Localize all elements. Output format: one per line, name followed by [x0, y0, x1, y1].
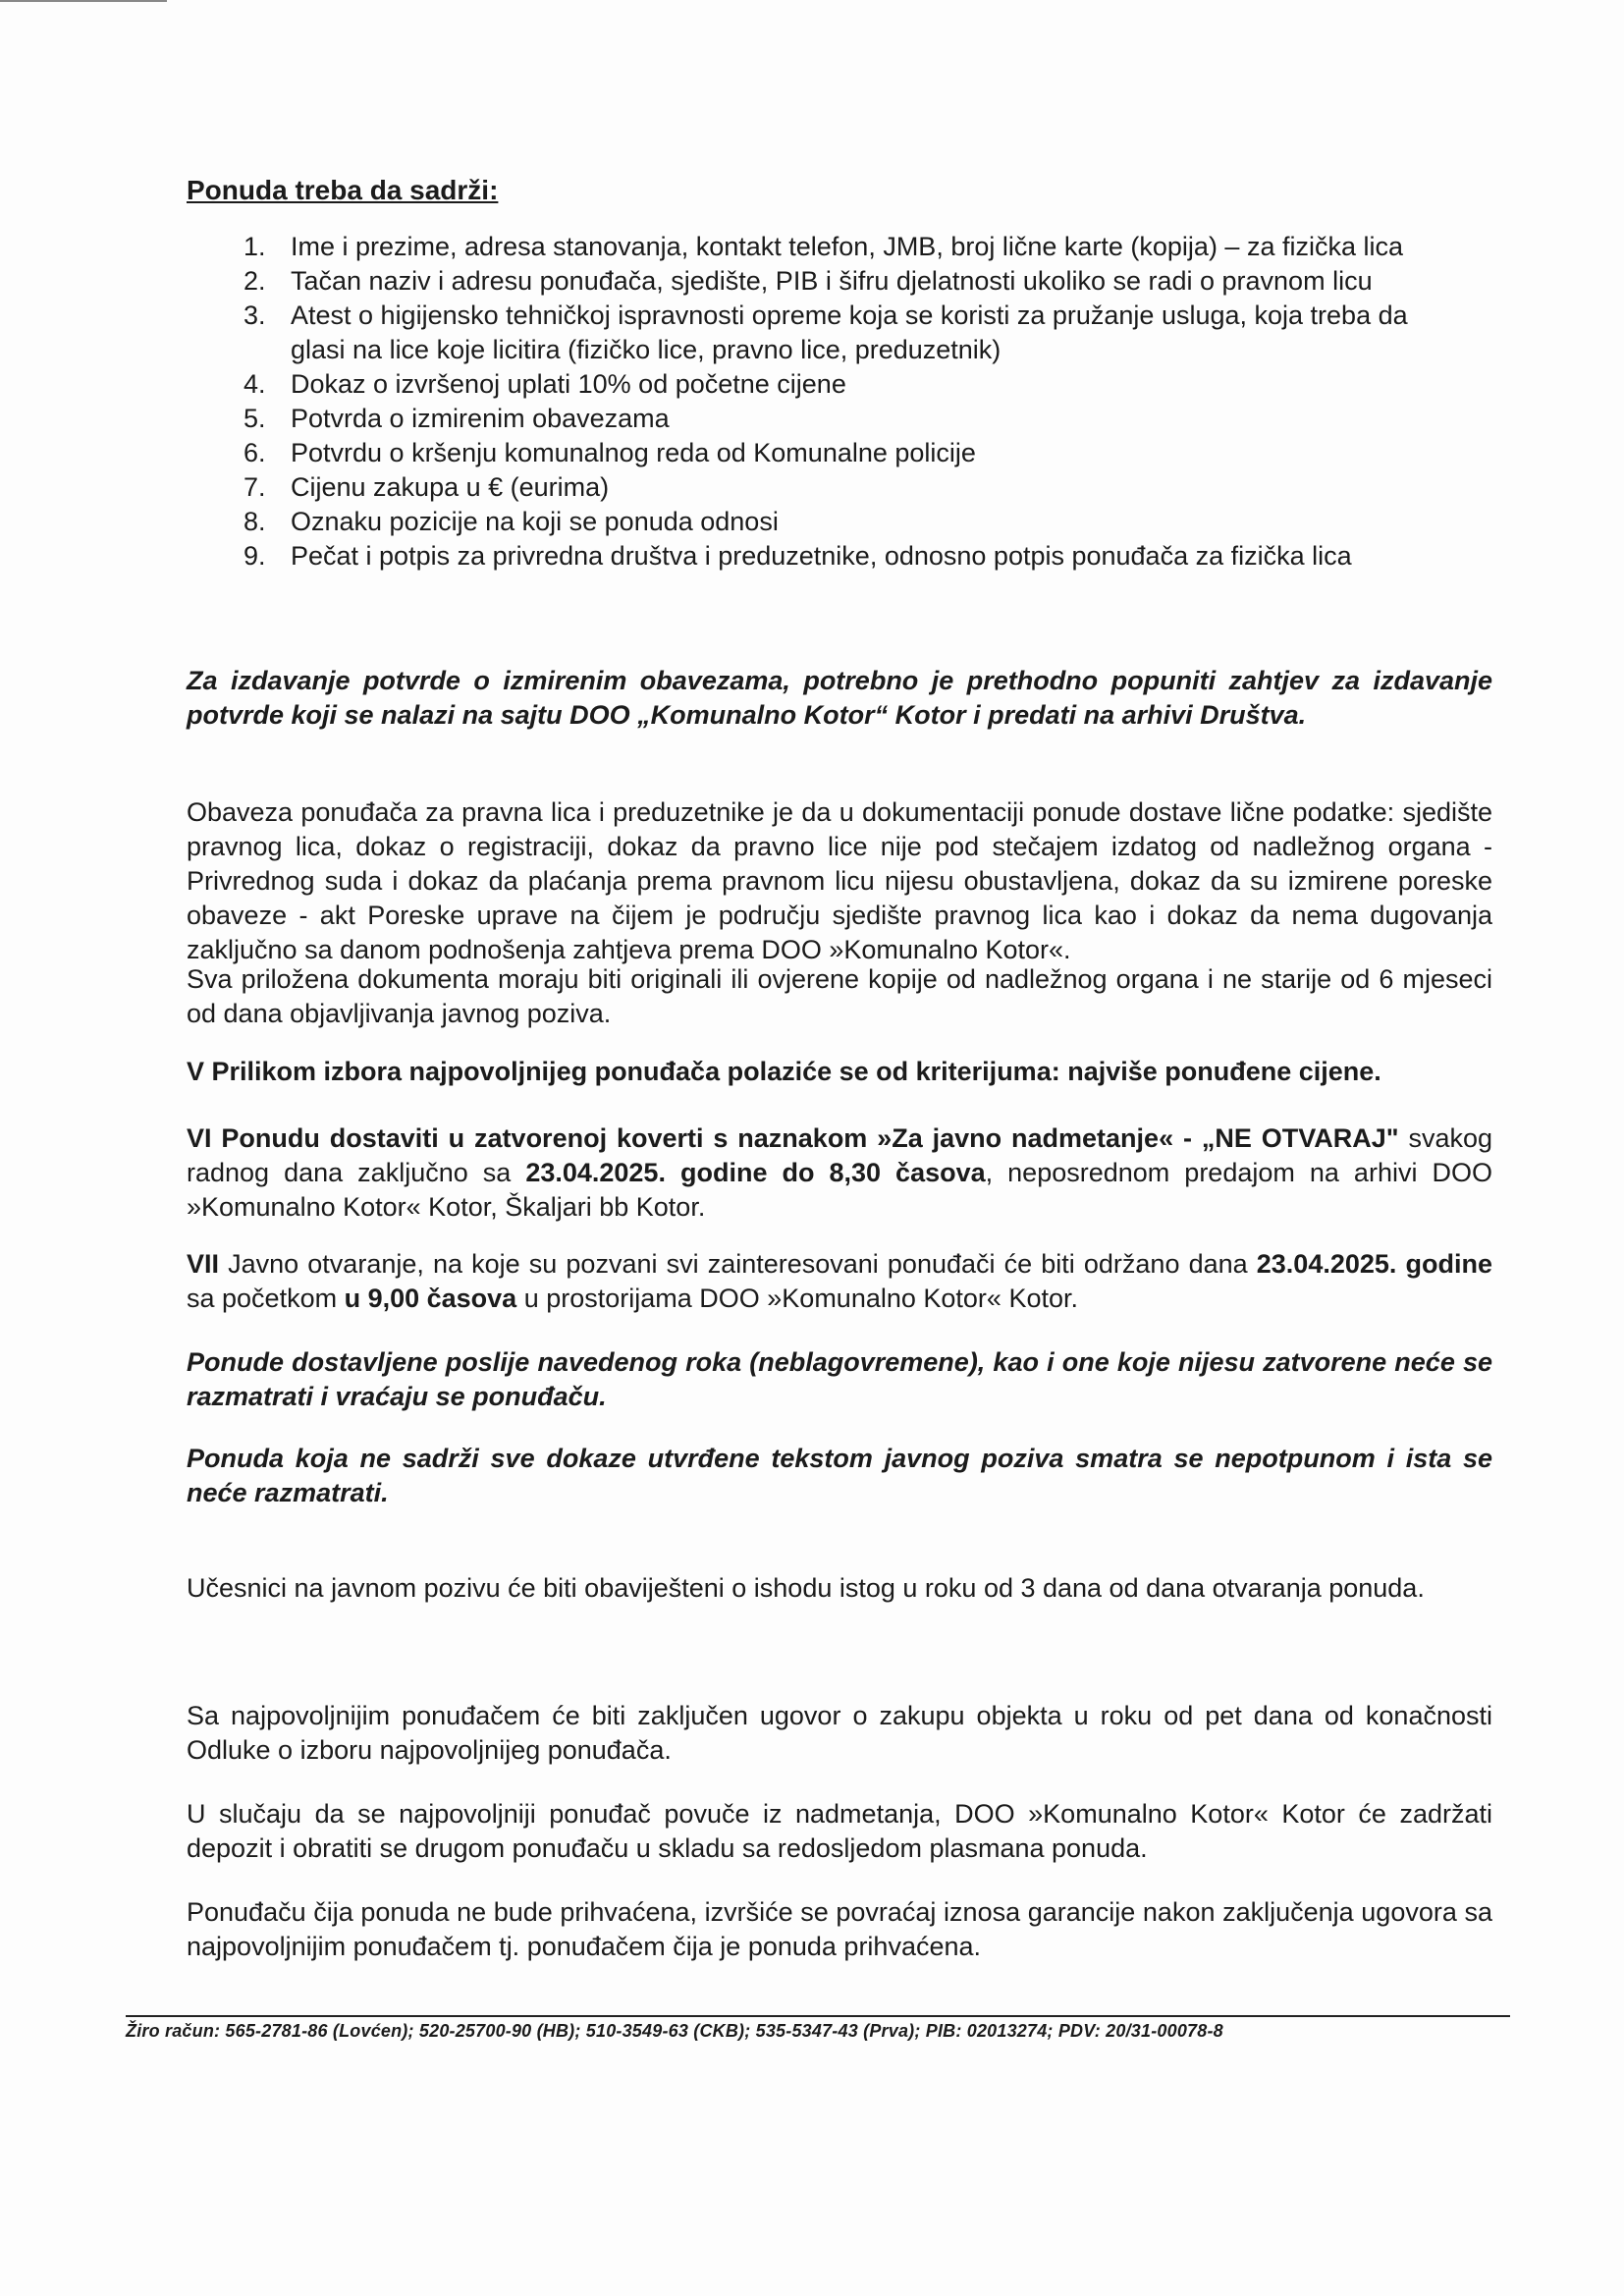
list-item — [187, 299, 1463, 367]
list-item-number: 5. — [244, 404, 266, 433]
list-item-number: 7. — [244, 472, 266, 502]
section-vii-date: 23.04.2025. godine — [1256, 1249, 1493, 1279]
list-item-number: 9. — [244, 541, 266, 571]
list-item-text: Tačan naziv i adresu ponuđača, sjedište, PIB i šifru djelatnosti ukoliko se radi o pravnom licu — [291, 266, 1373, 296]
list-item-text: Cijenu zakupa u € (eurima) — [291, 472, 610, 502]
footer-divider — [126, 2015, 1510, 2017]
requirements-heading: Ponuda treba da sadrži: — [187, 175, 499, 205]
list-item-number: 3. — [244, 301, 266, 330]
povracaj-paragraph: Ponuđaču čija ponuda ne bude prihvaćena, izvršiće se povraćaj iznosa garancije nakon zaključenja ugovora sa najpovoljnijim ponuđačem tj. ponuđačem čija je ponuda prihvaćena. — [187, 1897, 1492, 1961]
obaveza-paragraph: Obaveza ponuđača za pravna lica i preduzetnike je da u dokumentaciji ponude dostave lične podatke: sjedište pravnog lica, dokaz o registraciji, dokaz da pravno lice nije pod stečajem izdatog od nadležnog organa - Privrednog suda i dokaz da plaćanja prema pravnom licu nijesu obustavljena, dokaz da su izmirene poreske obaveze - akt Poreske uprave na čijem je području sjedište pravnog lica kao i dokaz da nema dugovanja zaključno sa danom podnošenja zahtjeva prema DOO »Komunalno Kotor«. — [187, 797, 1492, 964]
list-item-number: 8. — [244, 507, 266, 536]
dokumenta-paragraph: Sva priložena dokumenta moraju biti originali ili ovjerene kopije od nadležnog organa i ne starije od 6 mjeseci od dana objavljivanja javnog poziva. — [187, 964, 1492, 1028]
section-vii-text-2: sa početkom — [187, 1284, 345, 1313]
requirements-list — [187, 230, 1463, 574]
section-vi-text: svakog radnog dana zaključno sa — [187, 1123, 1492, 1187]
list-item — [187, 470, 1463, 505]
scan-edge-line — [0, 0, 167, 16]
section-vi-deadline: 23.04.2025. godine do 8,30 časova — [525, 1158, 986, 1187]
list-item-number: 4. — [244, 369, 266, 399]
list-item — [187, 367, 1463, 402]
ucesnici-paragraph: Učesnici na javnom pozivu će biti obaviješteni o ishodu istog u roku od 3 dana od dana otvaranja ponuda. — [187, 1573, 1425, 1603]
list-item-text: Potvrda o izmirenim obavezama — [291, 404, 670, 433]
list-item-number: 2. — [244, 266, 266, 296]
footer-bank-details: Žiro račun: 565-2781-86 (Lovćen); 520-25700-90 (HB); 510-3549-63 (CKB); 535-5347-43 (Prva); PIB: 02013274; PDV: 20/31-00078-8 — [126, 2021, 1223, 2041]
list-item-text: Oznaku pozicije na koji se ponuda odnosi — [291, 507, 779, 536]
list-item-number: 6. — [244, 438, 266, 467]
list-item-text: Dokaz o izvršenoj uplati 10% od početne cijene — [291, 369, 846, 399]
section-vi-intro: VI Ponudu dostaviti u zatvorenoj koverti s naznakom »Za javno nadmetanje« - „NE OTVARAJ" — [187, 1123, 1399, 1153]
section-v: V Prilikom izbora najpovoljnijeg ponuđača polaziće se od kriterijuma: najviše ponuđene cijene. — [187, 1057, 1381, 1086]
ugovor-paragraph: Sa najpovoljnijim ponuđačem će biti zaključen ugovor o zakupu objekta u roku od pet dana od konačnosti Odluke o izboru najpovoljnijeg ponuđača. — [187, 1701, 1492, 1765]
list-item — [187, 230, 1463, 264]
potvrda-note: Za izdavanje potvrde o izmirenim obavezama, potrebno je prethodno popuniti zahtjev za izdavanje potvrde koji se nalazi na sajtu DOO „Komunalno Kotor“ Kotor i predati na arhivi Društva. — [187, 666, 1492, 730]
section-vii-label: VII — [187, 1249, 220, 1279]
late-offers-note: Ponude dostavljene poslije navedenog roka (neblagovremene), kao i one koje nijesu zatvorene neće se razmatrati i vraćaju se ponuđaču. — [187, 1347, 1492, 1411]
section-vi-text-2: , neposrednom predajom na arhivi DOO »Komunalno Kotor« Kotor, Škaljari bb Kotor. — [187, 1158, 1492, 1222]
list-item — [187, 539, 1463, 574]
list-item-text: Ime i prezime, adresa stanovanja, kontakt telefon, JMB, broj lične karte (kopija) – za fizička lica — [291, 232, 1403, 261]
section-vi — [187, 1121, 1492, 1225]
list-item-text: Atest o higijensko tehničkoj ispravnosti opreme koja se koristi za pružanje usluga, koja treba da glasi na lice koje licitira (fizičko lice, pravno lice, preduzetnik) — [291, 301, 1408, 364]
section-vii-time: u 9,00 časova — [344, 1284, 517, 1313]
section-vii-text-3: u prostorijama DOO »Komunalno Kotor« Kotor. — [516, 1284, 1078, 1313]
section-vii-text: Javno otvaranje, na koje su pozvani svi zainteresovani ponuđači će biti održano dana — [219, 1249, 1257, 1279]
section-vii — [187, 1247, 1492, 1316]
list-item-text: Pečat i potpis za privredna društva i preduzetnike, odnosno potpis ponuđača za fizička lica — [291, 541, 1352, 571]
incomplete-offers-note: Ponuda koja ne sadrži sve dokaze utvrđene tekstom javnog poziva smatra se nepotpunom i ista se neće razmatrati. — [187, 1444, 1492, 1507]
list-item-text: Potvrdu o kršenju komunalnog reda od Komunalne policije — [291, 438, 976, 467]
list-item — [187, 436, 1463, 470]
list-item — [187, 264, 1463, 299]
list-item — [187, 505, 1463, 539]
povuce-paragraph: U slučaju da se najpovoljniji ponuđač povuče iz nadmetanja, DOO »Komunalno Kotor« Kotor će zadržati depozit i obratiti se drugom ponuđaču u skladu sa redosljedom plasmana ponuda. — [187, 1799, 1492, 1863]
list-item — [187, 402, 1463, 436]
list-item-number: 1. — [244, 232, 266, 261]
